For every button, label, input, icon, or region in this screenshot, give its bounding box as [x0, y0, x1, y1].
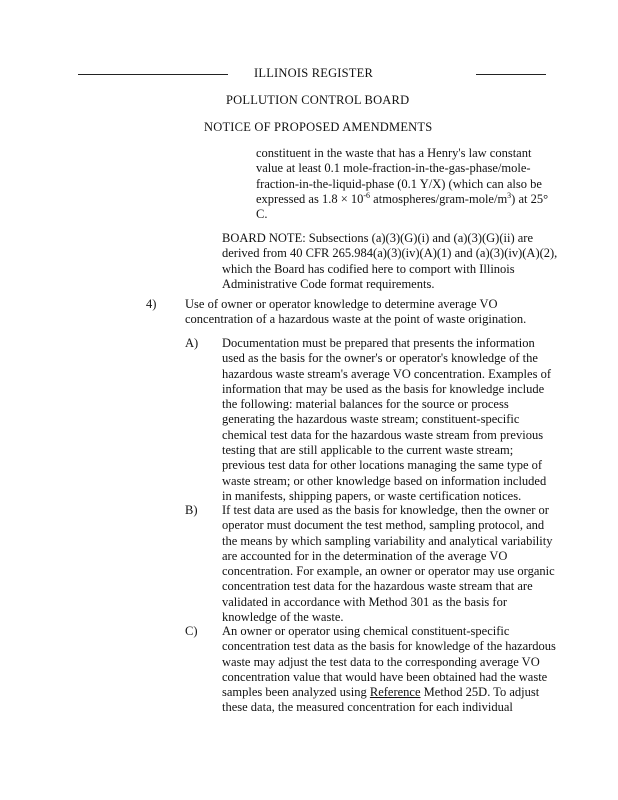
item-c-text-2: Method 25D. To adjust these data, the measured concentration for each individual — [222, 685, 540, 715]
header-rule-right — [476, 74, 546, 75]
item-a-text: Documentation must be prepared that presents the information used as the basis for the owner's or operator's knowledge of the hazardous waste stream's average VO concentration. Examples of information that may be used as the basis for knowledge include the following: material balances for the source or process generating the hazardous waste stream; constituent-specific chemical test data for the hazardous waste stream from previous testing that are still applicable to the current waste stream; previous test data for other locations managing the same type of waste stream; or other knowledge based on information included in manifests, shipping papers, or waste certification notices. — [222, 336, 551, 503]
item-b-label: B) — [185, 503, 198, 517]
board-note: BOARD NOTE: Subsections (a)(3)(G)(i) and (a)(3)(G)(ii) are derived from 40 CFR 265.984(a)(3)(iv)(A)(1) and (a)(3)(iv)(A)(2), which the Board has codified here to comport with Illinois Administrative Code format requirements. — [222, 231, 558, 291]
exponent-1: -6 — [363, 190, 371, 200]
item-4-label: 4) — [146, 297, 157, 311]
item-b-text: If test data are used as the basis for knowledge, then the owner or operator must document the test method, sampling protocol, and the means by which sampling variability and analytical variability are accounted for in the determination of the average VO concentration. For example, an owner or operator may use organic concentration test data for the hazardous waste stream that are validated in accordance with Method 301 as the basis for knowledge of the waste. — [222, 503, 555, 625]
item-4-text: Use of owner or operator knowledge to determine average VO concentration of a hazardous waste at the point of waste origination. — [185, 297, 527, 327]
item-c-paragraph — [222, 624, 557, 716]
item-c-text-1: An owner or operator using chemical constituent-specific concentration test data as the basis for knowledge of the hazardous waste may adjust the test data to the corresponding average VO concentration value that would have been obtained had the waste samples been analyzed using — [222, 624, 556, 700]
continuation-text-2: atmospheres/gram-mole/m — [370, 191, 508, 206]
board-title: POLLUTION CONTROL BOARD — [226, 93, 410, 107]
item-a-label: A) — [185, 336, 199, 350]
item-c-label: C) — [185, 624, 198, 638]
header-rule-left — [78, 74, 228, 75]
continuation-paragraph — [256, 146, 556, 222]
notice-title: NOTICE OF PROPOSED AMENDMENTS — [204, 120, 433, 134]
register-title: ILLINOIS REGISTER — [254, 66, 374, 80]
exponent-2: 3 — [507, 190, 512, 200]
reference-underlined: Reference — [369, 685, 421, 700]
continuation-text-3: ) at 25° C. — [256, 191, 549, 222]
continuation-text-1: constituent in the waste that has a Henry's law constant value at least 0.1 mole-fraction-in-the-gas-phase/mole-fraction-in-the-liquid-phase (0.1 Y/X) (which can also be expressed as 1.8 × 10 — [256, 146, 542, 206]
